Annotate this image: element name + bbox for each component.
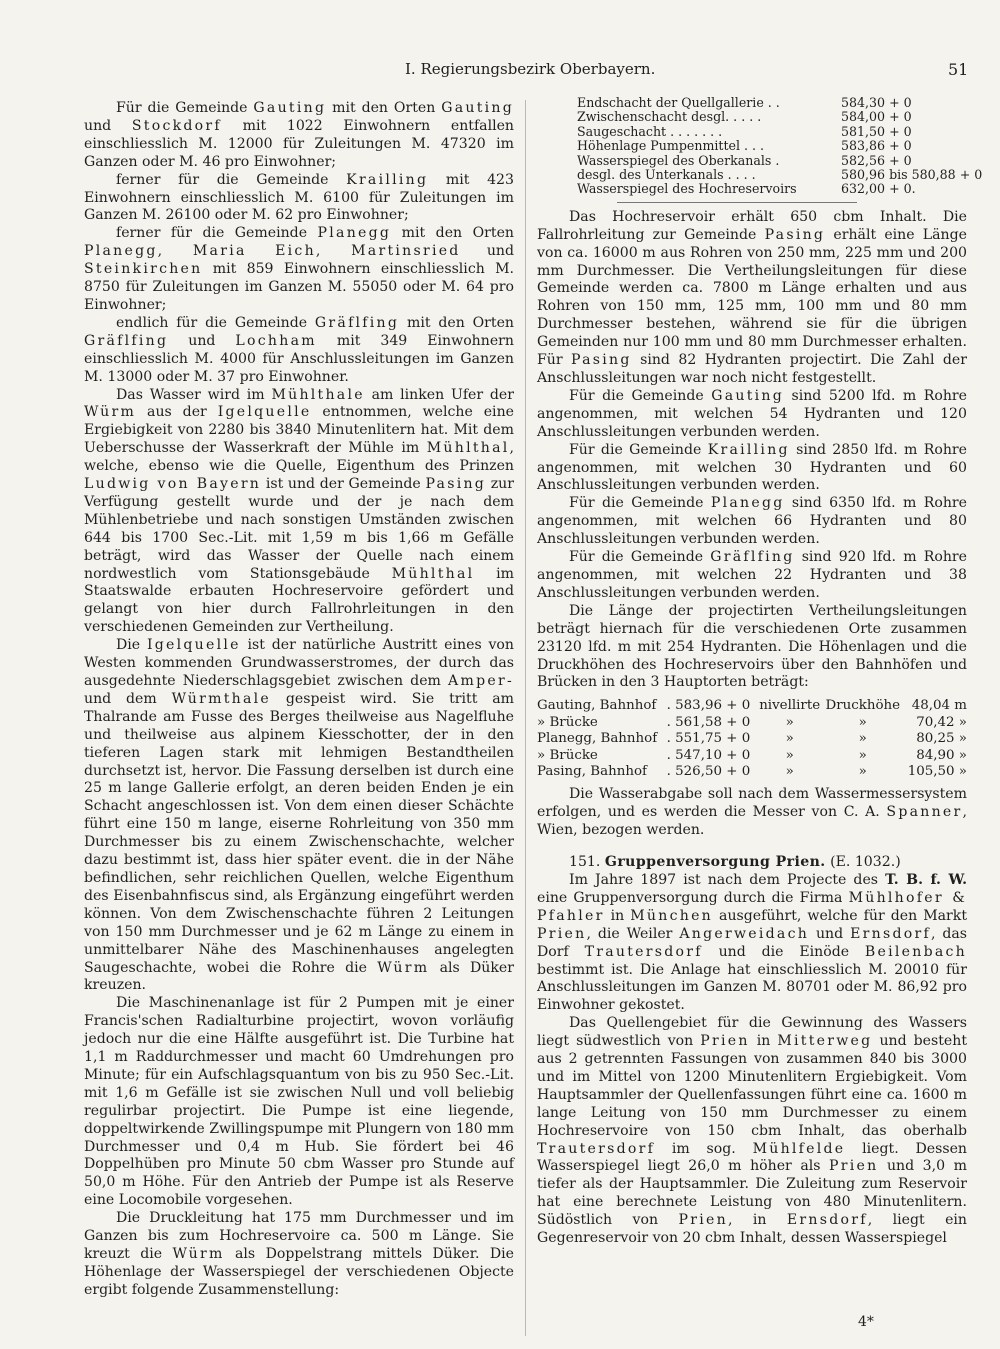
spaced-name: Prien	[678, 1212, 728, 1229]
spaced-name: Pasing	[571, 352, 632, 369]
text-run: im Staatswalde erbauten Hochreservoire gefördert und gelangt von hier durch Fallrohrleitungen in den verschiedenen Gemeinden zur Vertheilung.	[84, 565, 514, 636]
table-row	[577, 168, 1000, 182]
spaced-name: Ernsdorf	[786, 1212, 868, 1229]
text-run: mit 1022 Einwohnern entfallen einschliesslich M. 12000 für Zuleitungen M. 47320 im Ganzen oder M. 46 pro Einwohner;	[84, 117, 515, 170]
station-place: » Brücke	[537, 714, 598, 730]
station-head: 48,04 m	[911, 698, 967, 714]
text-run: Das Hochreservoir erhält 650 cbm Inhalt. Die Fallrohrleitung zur Gemeinde	[537, 208, 967, 243]
text-run: gespeist wird. Sie tritt am Thalrande am Fusse des Berges theilweise aus Nagelfluhe und theilweise aus alpinem Kiesschotter, der in den tieferen Lagen stark mit lehmigen Bestandtheilen durchsetzt ist, hervor. Die Fassung derselben ist durch eine 25 m lange Gallerie erfolgt, an deren beiden Enden je ein Schacht angeschlossen ist. Von dem einen dieser Schächte führt eine 150 m lange, eiserne Rohrleitung von 350 mm Durchmesser bis zu einem Zwischenschachte, welcher dazu bestimmt ist, dass hier später event. die in der Nähe befindlichen, sehr reichlichen Quellen, welche Eigenthum des Eisenbahnfiscus sind, als Ergänzung eingeführt werden können. Von dem Zwischenschachte führen 2 Leitungen von 150 mm Durchmesser und je 62 m Länge zu einem in unmittelbarer Nähe des Maschinenhauses angelegten Saugeschachte, wobei die Rohre die	[84, 690, 514, 976]
station-place: Pasing, Bahnhof	[537, 763, 647, 779]
text-run: sind 5200 lfd. m Rohre angenommen, mit welchen 54 Hydranten und 120 Anschlussleitungen verbunden werden.	[537, 387, 967, 440]
spaced-name: Igelquelle	[217, 404, 312, 421]
text-run: bestimmt ist. Die Anlage hat einschliesslich M. 20010 für Anschlussleitungen im Ganzen M. 80701 oder M. 86,92 pro Einwohner gekostet.	[537, 961, 967, 1014]
spaced-name: Gräflfing	[710, 549, 795, 566]
text-run: , liegt ein Gegenreservoir von 20 cbm Inhalt, dessen Wasserspiegel	[537, 1212, 967, 1247]
text-run: Die	[116, 637, 147, 654]
station-value: . 551,75 + 0	[666, 731, 751, 747]
elevation-value: 583,86 + 0	[841, 138, 912, 154]
elevation-label: Zwischenschacht desgl. . . . .	[577, 109, 762, 125]
table-rule	[617, 202, 857, 203]
spaced-name: Mühlfelde	[752, 1140, 846, 1157]
spaced-name: Pasing	[764, 226, 826, 243]
text-run: und besteht aus 2 getrennten Fassungen von zusammen 840 bis 3000 und im Mittel von 1200 Minutenlitern Ergiebigkeit. Vom Hauptsammler der Quellenfassungen führt eine ca. 1600 m lange Leitung von 150 mm Durchmesser zu einem Hochreservoire von 150 cbm Inhalt, das oberhalb	[537, 1033, 967, 1139]
text-run: mit 423 Einwohnern einschliesslich M. 6100 für Zuleitungen im Ganzen M. 26100 oder M. 62 pro Einwohner;	[84, 171, 514, 224]
text-run: liegt. Dessen Wasserspiegel liegt 26,0 m höher als	[537, 1140, 967, 1175]
text-run: Für die Gemeinde	[569, 495, 711, 512]
text-run: , die Weiler	[586, 925, 680, 942]
paragraph	[84, 637, 514, 995]
text-run: und	[809, 925, 851, 942]
paragraph	[537, 442, 967, 496]
spaced-name: Mühlthal	[391, 565, 475, 582]
elevation-label: Höhenlage Pumpenmittel . . .	[577, 138, 765, 154]
text-run: als Düker kreuzen.	[84, 959, 514, 994]
elevation-table	[577, 96, 1000, 197]
station-q1: »	[785, 714, 794, 730]
spaced-name: Spanner	[886, 804, 963, 821]
elevation-value: 632,00 + 0.	[841, 181, 916, 197]
station-place: Planegg, Bahnhof	[537, 731, 658, 747]
text-run: Für die Gemeinde	[569, 387, 712, 404]
text-run: ist und der Gemeinde	[261, 476, 426, 493]
text-run: ist der natürliche Austritt eines von Westen kommenden Grundwasserstromes, der durch das ausgedehnte Niederschlagsgebiet zwischen dem	[84, 637, 514, 689]
table-row	[577, 154, 1000, 168]
text-run: T. B. f. W.	[885, 871, 967, 888]
left-column	[84, 100, 514, 1300]
paragraph	[84, 225, 514, 315]
spaced-name: Mühlhofer & Pfahler	[537, 889, 967, 924]
station-q2: »	[858, 714, 867, 730]
spaced-name: Mühlthal	[426, 440, 510, 457]
text-run: Das Quellengebiet für die Gewinnung des Wassers liegt südwestlich von	[537, 1015, 967, 1050]
spaced-name: Angerweidach	[679, 925, 810, 942]
station-value: . 526,50 + 0	[666, 763, 751, 779]
table-row	[537, 764, 967, 780]
right-column-body-a	[537, 209, 967, 692]
paragraph	[537, 549, 967, 603]
spaced-name: Amper-	[448, 673, 514, 689]
station-q2: »	[858, 747, 867, 763]
station-value: . 583,96 + 0	[666, 698, 751, 714]
paragraph	[84, 995, 514, 1210]
spaced-name: Stockdorf	[131, 117, 222, 134]
station-value: . 547,10 + 0	[666, 747, 751, 763]
left-column-body	[84, 100, 514, 1300]
spaced-name: Prien	[829, 1158, 879, 1175]
station-head: 84,90 »	[916, 747, 967, 763]
text-run: Die Wasserabgabe soll nach dem Wassermessersystem erfolgen, und es werden die Messer von C. A.	[537, 786, 967, 821]
text-run: mit 859 Einwohnern einschliesslich M. 8750 für Zuleitungen im Ganzen M. 55050 oder M. 64 pro Einwohner;	[84, 261, 514, 313]
text-run: sind 6350 lfd. m Rohre angenommen, mit welchen 66 Hydranten und 80 Anschlussleitungen verbunden werden.	[537, 495, 968, 548]
spaced-name: Lochham	[235, 332, 317, 349]
paragraph	[537, 872, 967, 1015]
text-run: ausgeführt, welche für den Markt	[713, 907, 967, 924]
elevation-label: Wasserspiegel des Oberkanals .	[577, 152, 780, 168]
table-row	[577, 110, 1000, 124]
station-head: 80,25 »	[916, 731, 967, 747]
text-run: Die Druckleitung hat 175 mm Durchmesser und im Ganzen bis zum Hochreservoire ca. 500 m Länge. Sie kreuzt die	[84, 1210, 514, 1262]
paragraph	[537, 1015, 967, 1248]
spaced-name: Planegg, Maria Eich, Martinsried	[84, 243, 461, 260]
station-q2: »	[858, 731, 867, 747]
table-row	[577, 182, 1000, 196]
text-run: Die Länge der projectirten Vertheilungsleitungen beträgt hiernach für die verschiedenen Orte zusammen 23120 lfd. m mit 254 Hydranten. Die Höhenlagen und die Druckhöhen des Hochreservoirs über den Bahnhöfen und Brücken in den 3 Hauptorten beträgt:	[537, 602, 967, 691]
station-head: 105,50 »	[907, 763, 967, 779]
running-header	[0, 60, 1000, 84]
section-reference: (E. 1032.)	[830, 854, 901, 871]
spaced-name: Trautersdorf	[584, 943, 703, 960]
elevation-label: Wasserspiegel des Hochreservoirs	[577, 181, 797, 197]
spaced-name: Würmthale	[171, 690, 272, 707]
table-row	[537, 698, 967, 714]
spaced-name: Planegg	[317, 225, 392, 242]
text-run: und	[168, 332, 236, 349]
text-run: und dem	[84, 690, 172, 707]
spaced-name: Würm	[172, 1246, 225, 1262]
spaced-name: Würm	[84, 404, 137, 421]
running-title: I. Regierungsbezirk Oberbayern.	[405, 60, 656, 78]
spaced-name: München	[630, 907, 713, 924]
spaced-name: Prien	[700, 1033, 750, 1050]
station-head: 70,42 »	[916, 714, 967, 730]
elevation-value: 582,56 + 0	[841, 152, 912, 168]
text-run: endlich für die Gemeinde	[116, 314, 315, 331]
elevation-value: 580,96 bis 580,88 + 0	[841, 167, 983, 183]
text-run: und die Einöde	[702, 943, 865, 960]
table-row	[537, 748, 967, 764]
text-run: sind 82 Hydranten projectirt. Die Zahl der Anschlussleitungen war noch nicht festgestellt.	[537, 352, 967, 386]
elevation-label: Saugeschacht . . . . . . .	[577, 123, 723, 139]
station-q2: »	[858, 763, 867, 779]
text-run: ferner für die Gemeinde	[116, 225, 318, 242]
text-run: , Wien, bezogen werden.	[537, 804, 967, 839]
spaced-name: Krailling	[346, 171, 429, 188]
spaced-name: Planegg	[710, 495, 785, 512]
elevation-value: 581,50 + 0	[841, 123, 912, 139]
paragraph	[84, 100, 514, 172]
text-run: und 3,0 m tiefer als der Hauptsammler. Die Zuleitung zum Reservoir hat eine berechnete Leistung von 480 Minutenlitern. Südöstlich von	[537, 1158, 967, 1229]
station-place: Gauting, Bahnhof	[537, 698, 657, 714]
elevation-value: 584,30 + 0	[841, 95, 912, 110]
paragraph	[84, 172, 514, 226]
text-run: in	[604, 907, 631, 924]
paragraph	[537, 209, 967, 388]
station-q1: »	[785, 747, 794, 763]
paragraph	[84, 315, 514, 387]
text-run: Das Wasser wird im	[116, 386, 272, 403]
table-row	[577, 96, 1000, 110]
spaced-name: Beilenbach	[864, 943, 967, 960]
spaced-name: Trautersdorf	[537, 1140, 656, 1157]
section-heading	[537, 854, 967, 872]
station-q1: »	[785, 763, 794, 779]
paragraph	[537, 495, 967, 549]
text-run: mit den Orten	[399, 314, 514, 331]
text-run: Für die Gemeinde	[569, 441, 708, 458]
spaced-name: Gauting	[711, 387, 784, 404]
elevation-value: 584,00 + 0	[841, 109, 912, 125]
text-run: sind 2850 lfd. m Rohre angenommen, mit welchen 30 Hydranten und 60 Anschlussleitungen verbunden werden.	[537, 441, 967, 494]
spaced-name: Steinkirchen	[84, 261, 203, 278]
text-run: Im Jahre 1897 ist nach dem Projecte des	[569, 871, 886, 888]
station-q2: Druckhöhe	[825, 698, 901, 714]
spaced-name: Igelquelle	[146, 637, 241, 654]
column-divider	[525, 100, 526, 1336]
text-run: , das Dorf	[537, 925, 967, 960]
text-run: aus der	[136, 404, 218, 421]
text-run: und	[84, 117, 132, 134]
text-run: sind 920 lfd. m Rohre angenommen, mit welchen 22 Hydranten und 38 Anschlussleitungen verbunden werden.	[537, 549, 968, 601]
spaced-name: Pasing	[425, 476, 487, 493]
text-run: in	[749, 1033, 778, 1050]
text-run: am linken Ufer der	[364, 386, 515, 403]
station-q1: nivellirte	[759, 698, 821, 714]
spaced-name: Gräflfing	[84, 332, 169, 349]
section-number: 151.	[569, 854, 601, 871]
paragraph	[537, 388, 967, 442]
text-run: zur Verfügung gestellt wurde und der je nach dem Mühlenbetriebe und nach sonstigen Umständen zwischen 644 bis 1700 Sec.-Lit. mit 1,59 m bis 1,66 m Gefälle beträgt, wird das Wasser der Quelle nach einem nordwestlich vom Stationsgebäude	[84, 476, 514, 582]
text-run: mit den Orten	[326, 100, 442, 116]
text-run: Die Maschinenanlage ist für 2 Pumpen mit je einer Francis'schen Radialturbine projectirt, wovon vorläufig jedoch nur die eine Hälfte ausgeführt ist. Die Turbine hat 1,1 m Raddurchmesser und macht 60 Umdrehungen pro Minute; für ein Aufschlagsquantum von bis zu 950 Sec.-Lit. mit 1,6 m Gefälle ist sie zwischen Null und voll beliebig regulirbar projectirt. Die Pumpe ist eine liegende, doppeltwirkende Zwillingspumpe mit Plungern von 180 mm Durchmesser und 0,4 m Hub. Sie fördert bei 46 Doppelhüben pro Minute 50 cbm Wasser pro Stunde auf 50,0 m Höhe. Für den Antrieb der Pumpe ist als Reserve eine Locomobile vorgesehen.	[84, 995, 514, 1209]
text-run: entnommen, welche eine Ergiebigkeit von 2280 bis 3840 Minutenlitern hat. Mit dem Ueberschusse der Wasserkraft der Mühle im	[84, 404, 514, 457]
spaced-name: Gauting	[253, 100, 327, 116]
right-column-body-b	[537, 786, 967, 840]
paragraph	[537, 603, 967, 693]
table-row	[577, 125, 1000, 139]
spaced-name: Mühlthale	[271, 386, 365, 403]
section-title: Gruppenversorgung Prien.	[604, 854, 826, 871]
text-run: Für die Gemeinde	[116, 100, 254, 116]
text-run: mit 349 Einwohnern einschliesslich M. 4000 für Anschlussleitungen im Ganzen M. 13000 oder M. 37 pro Einwohner.	[84, 332, 514, 385]
text-run: eine Gruppenversorgung durch die Firma	[537, 889, 849, 906]
station-value: . 561,58 + 0	[666, 714, 751, 730]
station-place: » Brücke	[537, 747, 598, 763]
spaced-name: Mitterweg	[777, 1033, 873, 1050]
spaced-name: Krailling	[707, 441, 790, 458]
table-row	[537, 715, 967, 731]
page-number: 51	[948, 60, 969, 79]
spaced-name: Ludwig von Bayern	[84, 476, 262, 493]
paragraph	[84, 387, 514, 638]
spaced-name: Ernsdorf	[850, 925, 931, 942]
spaced-name: Gauting	[441, 100, 514, 116]
elevation-label: desgl. des Unterkanals . . . .	[577, 167, 756, 183]
right-column-body-c	[537, 872, 967, 1248]
spaced-name: Prien	[537, 925, 587, 942]
table-row	[577, 139, 1000, 153]
right-column	[537, 95, 983, 1248]
spaced-name: Gräflfing	[314, 314, 400, 331]
paragraph	[84, 1210, 514, 1300]
station-q1: »	[785, 731, 794, 747]
elevation-label: Endschacht der Quellgallerie . .	[577, 95, 780, 110]
text-run: erhält eine Länge von ca. 16000 m aus Rohren von 250 mm, 225 mm und 200 mm Durchmesser. Die Vertheilungsleitungen für diese Gemeinde werden ca. 7800 m Länge erhalten und aus Rohren von 150 mm, 125 mm, 100 mm und 80 mm Durchmesser bestehen, während sie für die übrigen Gemeinden nur 100 mm und 80 mm Durchmesser erhalten. Für	[537, 226, 967, 369]
table-row	[537, 731, 967, 747]
text-run: , welche, ebenso wie die Quelle, Eigenthum des Prinzen	[84, 440, 514, 475]
pressure-table	[537, 698, 967, 780]
spaced-name: Würm	[377, 959, 430, 976]
text-run: im sog.	[655, 1140, 753, 1157]
text-run: , in	[727, 1212, 787, 1229]
text-run: Für die Gemeinde	[569, 549, 711, 566]
paragraph	[537, 786, 967, 840]
text-run: als Doppelstrang mittels Düker. Die Höhenlage der Wasserspiegel der verschiedenen Objecte ergibt folgende Zusammenstellung:	[84, 1246, 514, 1298]
text-run: und	[460, 243, 514, 260]
signature-mark: 4*	[858, 1314, 874, 1330]
text-run: ferner für die Gemeinde	[116, 171, 347, 188]
text-run: mit den Orten	[391, 225, 514, 242]
